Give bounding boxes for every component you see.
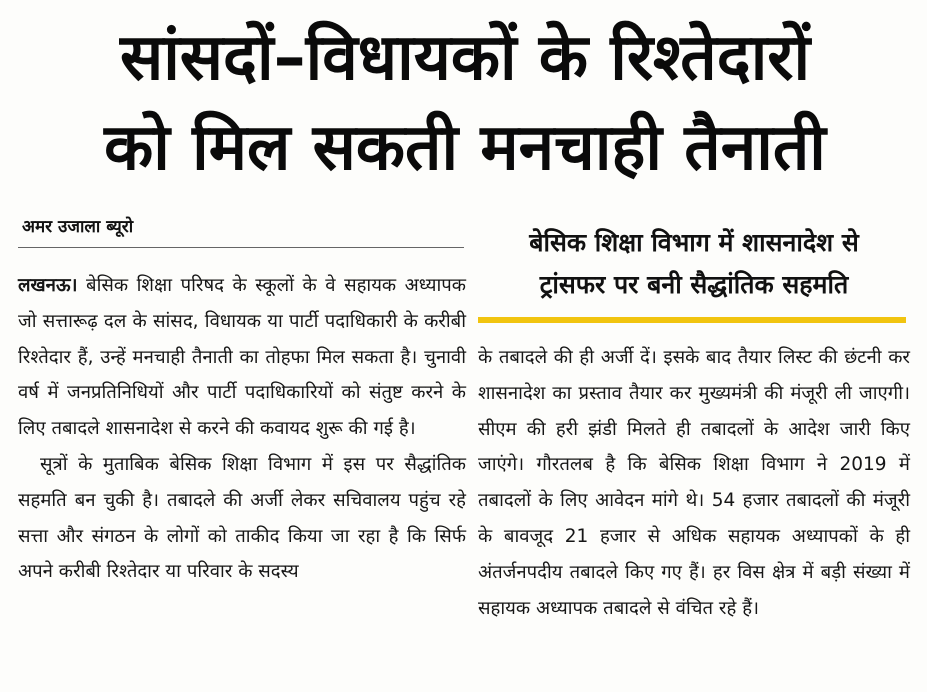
- paragraph-1: [18, 268, 466, 447]
- article-column-right: [478, 340, 910, 626]
- paragraph-2: सूत्रों के मुताबिक बेसिक शिक्षा विभाग में इस पर सैद्धांतिक सहमति बन चुकी है। तबादले की अर्जी लेकर सचिवालय पहुंच रहे सत्ता और संगठन के लोगों को ताकीद किया जा रहा है कि सिर्फ अपने करीबी रिश्तेदार या परिवार के सदस्य: [18, 453, 466, 583]
- headline-line-2: को मिल सकती मनचाही तैनाती: [104, 111, 826, 185]
- byline-divider: [18, 247, 464, 248]
- headline-line-1: सांसदों–विधायकों के रिश्तेदारों: [119, 21, 811, 95]
- subheadline-underline-bar: [478, 317, 906, 323]
- byline: अमर उजाला ब्यूरो: [22, 217, 134, 237]
- subheadline: [478, 222, 910, 306]
- subheadline-line-1: बेसिक शिक्षा विभाग में शासनादेश से: [529, 228, 859, 257]
- dateline: लखनऊ।: [18, 275, 78, 296]
- paragraph-1-text: बेसिक शिक्षा परिषद के स्कूलों के वे सहायक अध्यापक जो सत्तारूढ़ दल के सांसद, विधायक या पार्टी पदाधिकारी के करीबी रिश्तेदार हैं, उन्हें मनचाही तैनाती का तोहफा मिल सकता है। चुनावी वर्ष में जनप्रतिनिधियों और पार्टी पदाधिकारियों को संतुष्ट करने के लिए तबादले शासनादेश से करने की कवायद शुरू की गई है।: [18, 275, 466, 440]
- article-column-left: [18, 268, 466, 590]
- paragraph-3: के तबादले की ही अर्जी दें। इसके बाद तैयार लिस्ट की छंटनी कर शासनादेश का प्रस्ताव तैयार कर मुख्यमंत्री की मंजूरी ली जाएगी। सीएम की हरी झंडी मिलते ही तबादलों के आदेश जारी किए जाएंगे। गौरतलब है कि बेसिक शिक्षा विभाग ने 2019 में तबादलों के लिए आवेदन मांगे थे। 54 हजार तबादलों की मंजूरी के बावजूद 21 हजार से अधिक सहायक अध्यापकों के ही अंतर्जनपदीय तबादले किए गए हैं। हर विस क्षेत्र में बड़ी संख्या में सहायक अध्यापक तबादले से वंचित रहे हैं।: [478, 347, 910, 619]
- subheadline-line-2: ट्रांसफर पर बनी सैद्धांतिक सहमति: [539, 270, 849, 299]
